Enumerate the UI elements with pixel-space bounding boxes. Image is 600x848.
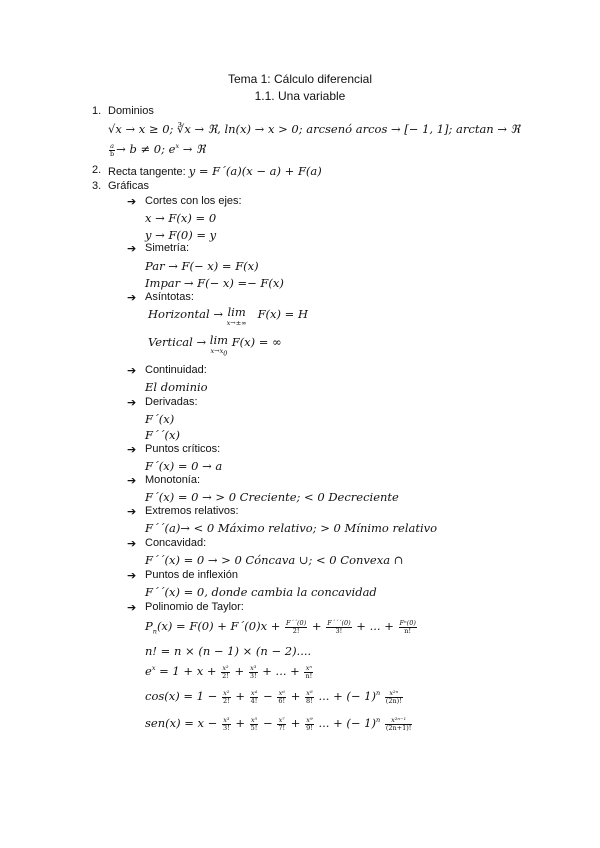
asintota-horizontal: Horizontal → lim x→±∞ F(x) = H <box>148 305 308 327</box>
limit-operator: lim $x\to x_0$ <box>209 333 229 358</box>
inflexion-line-1: F´´(x) = 0, donde cambia la concavidad <box>145 585 377 599</box>
page-title: Tema 1: Cálculo diferencial <box>227 72 373 86</box>
taylor-cos: cos(x) = 1 − $\frac{\text{x²}}{2!}$ + $\frac{\text{x⁴}}{4!}$ − $\frac{\text{x⁶}}{6!}$ + $\frac{\text{x⁸}}{8!}$ ... + (− 1)$^n$ $\frac{\text{x²ⁿ}}{(2n)!}$ <box>145 688 402 705</box>
item-taylor-label: Polinomio de Taylor: <box>145 601 244 613</box>
asintota-vertical: Vertical → lim $x\to x_0$ F(x) = ∞ <box>148 333 282 358</box>
factorial-definition: n! = n × (n − 1) × (n − 2).... <box>145 644 312 658</box>
bullet-arrow-icon: ➔ <box>127 291 137 304</box>
section-number-3: 3. <box>92 180 102 192</box>
monotonia-line-1: F´(x) = 0 → > 0 Creciente; < 0 Decreciente <box>145 490 399 504</box>
dominios-line-2: $\frac{a}{b}$ → b ≠ 0; $e^x$ → ℜ <box>110 141 206 158</box>
taylor-polynomial: $P_n(x) = F(0)$ + F´(0)x + $\frac{F´´(0)}{2!}$ + $\frac{F´´´(0)}{3!}$ + ... + $\frac{\text{Fⁿ(0)}}{n!}$ <box>145 618 416 636</box>
item-concavidad-label: Concavidad: <box>145 537 207 549</box>
bullet-arrow-icon: ➔ <box>127 505 137 518</box>
item-continuidad-label: Continuidad: <box>145 364 207 376</box>
item-extremos-label: Extremos relativos: <box>145 505 239 517</box>
section-label-tangente: Recta tangente: y = F´(a)(x − a) + F(a) <box>108 164 322 178</box>
derivadas-line-1: F´(x) <box>145 412 175 426</box>
item-cortes-label: Cortes con los ejes: <box>145 195 242 207</box>
section-number-2: 2. <box>92 164 102 176</box>
bullet-arrow-icon: ➔ <box>127 195 137 208</box>
continuidad-line-1: El dominio <box>145 380 208 394</box>
derivadas-line-2: F´´(x) <box>145 428 180 442</box>
dominios-line-1: √x → x ≥ 0; ∛x → ℜ, ln(x) → x > 0; arcsenó arcos → [− 1, 1]; arctan → ℜ <box>108 122 521 136</box>
section-label-graficas: Gráficas <box>108 180 149 192</box>
item-monotonia-label: Monotonía: <box>145 474 201 486</box>
fraction-a-over-b: $\frac{a}{b}$ <box>110 141 115 158</box>
simetria-line-1: Par → F(− x) = F(x) <box>145 259 259 273</box>
taylor-sen: sen(x) = x − $\frac{\text{x³}}{3!}$ + $\frac{\text{x⁵}}{5!}$ − $\frac{\text{x⁷}}{7!}$ + $\frac{\text{x⁹}}{9!}$ ... + (− 1)$^n$ $\frac{\text{x²ⁿ⁻¹}}{(2n+1)!}$ <box>145 715 412 732</box>
bullet-arrow-icon: ➔ <box>127 364 137 377</box>
bullet-arrow-icon: ➔ <box>127 443 137 456</box>
bullet-arrow-icon: ➔ <box>127 396 137 409</box>
tangent-formula: y = F´(a)(x − a) + F(a) <box>188 164 322 178</box>
bullet-arrow-icon: ➔ <box>127 601 137 614</box>
concavidad-line-1: F´´(x) = 0 → > 0 Cóncava ∪; < 0 Convexa ∩ <box>145 553 404 567</box>
item-asintotas-label: Asíntotas: <box>145 291 194 303</box>
page-subtitle: 1.1. Una variable <box>254 89 346 103</box>
item-puntos-criticos-label: Puntos críticos: <box>145 443 221 455</box>
item-derivadas-label: Derivadas: <box>145 396 198 408</box>
item-inflexion-label: Puntos de inflexión <box>145 569 238 581</box>
bullet-arrow-icon: ➔ <box>127 474 137 487</box>
item-simetria-label: Simetría: <box>145 242 190 254</box>
cortes-line-1: x → F(x) = 0 <box>145 211 217 225</box>
taylor-exp: $e^x = 1 + x$ + $\frac{\text{x²}}{2!}$ + $\frac{\text{x³}}{3!}$ + ... + $\frac{\text{xⁿ}}{n!}$ <box>145 663 313 680</box>
section-label-dominios: Dominios <box>108 105 154 117</box>
simetria-line-2: Impar → F(− x) =− F(x) <box>145 276 284 290</box>
puntos-criticos-line-1: F´(x) = 0 → a <box>145 459 223 473</box>
limit-operator: lim x→±∞ <box>226 305 247 327</box>
cortes-line-2: y → F(0) = y <box>145 228 217 242</box>
bullet-arrow-icon: ➔ <box>127 537 137 550</box>
bullet-arrow-icon: ➔ <box>127 242 137 255</box>
section-number-1: 1. <box>92 105 102 117</box>
extremos-line-1: F´´(a)→ < 0 Máximo relativo; > 0 Mínimo relativo <box>145 521 438 535</box>
bullet-arrow-icon: ➔ <box>127 569 137 582</box>
